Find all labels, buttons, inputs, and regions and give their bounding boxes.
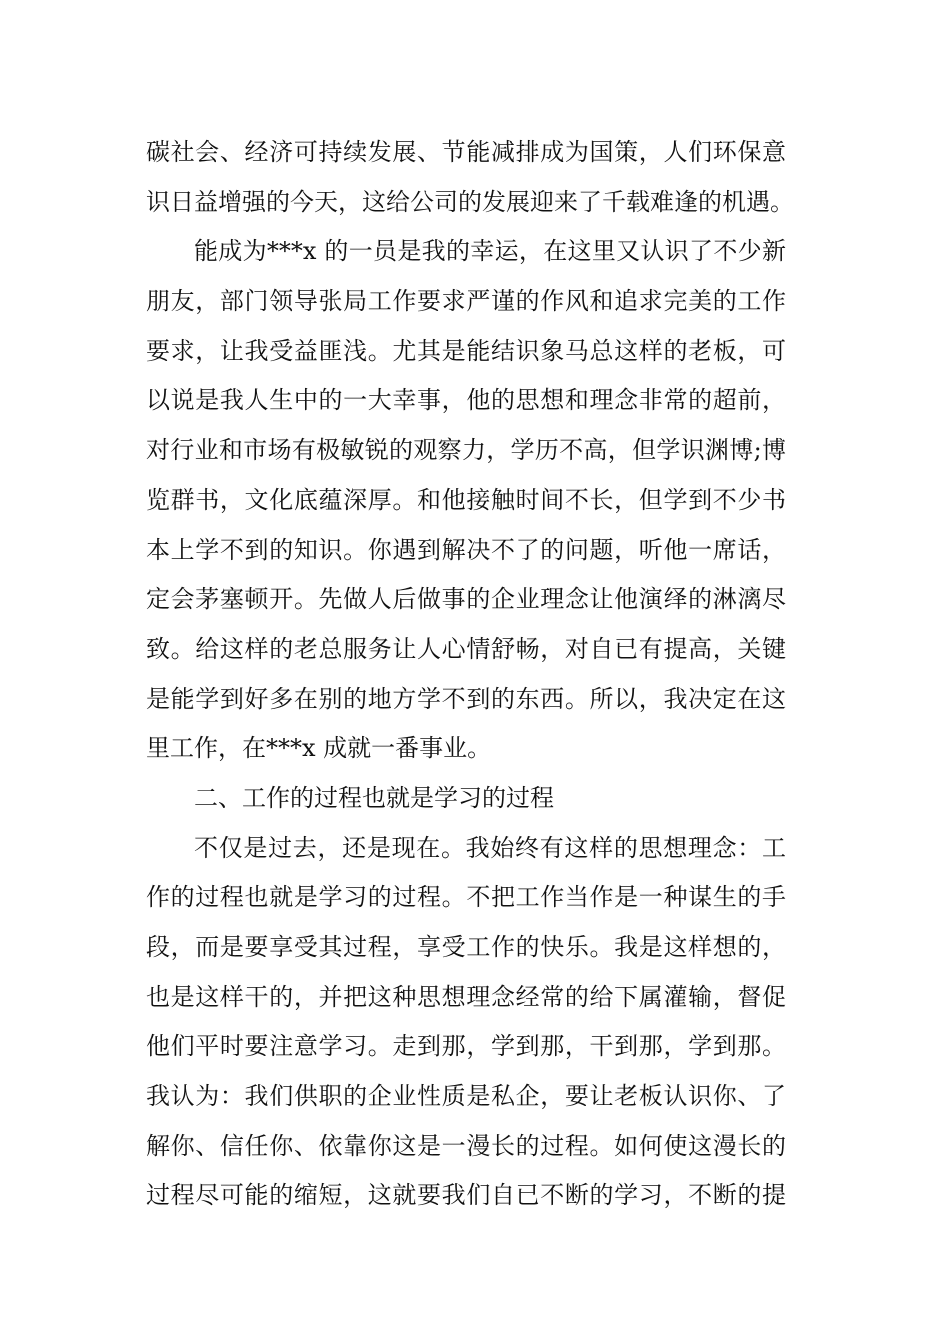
text-line: 朋友，部门领导张局工作要求严谨的作风和追求完美的工作 [146,287,786,316]
section-heading: 二、工作的过程也就是学习的过程 [194,783,554,812]
text-line: 对行业和市场有极敏锐的观察力，学历不高，但学识渊博;博 [146,436,786,465]
text-line: 碳社会、经济可持续发展、节能减排成为国策，人们环保意 [146,138,786,166]
text-line: 也是这样干的，并把这种思想理念经常的给下属灌输，督促 [146,982,786,1011]
text-line: 致。给这样的老总服务让人心情舒畅，对自已有提高，关键 [146,634,786,663]
text-line: 解你、信任你、依靠你这是一漫长的过程。如何使这漫长的 [146,1131,786,1160]
text-line: 段，而是要享受其过程，享受工作的快乐。我是这样想的， [146,933,786,961]
text-line: 览群书，文化底蕴深厚。和他接触时间不长，但学到不少书 [146,485,786,514]
text-line: 识日益增强的今天，这给公司的发展迎来了千载难逢的机遇。 [146,187,794,216]
text-line: 过程尽可能的缩短，这就要我们自已不断的学习，不断的提 [146,1181,786,1210]
text-line: 以说是我人生中的一大幸事，他的思想和理念非常的超前， [146,386,786,415]
paragraph-first-line: 不仅是过去，还是现在。我始终有这样的思想理念：工 [194,833,786,862]
body-text [146,128,794,1221]
text-line: 定会茅塞顿开。先做人后做事的企业理念让他演绎的淋漓尽 [146,585,786,614]
text-line: 本上学不到的知识。你遇到解决不了的问题，听他一席话， [146,535,786,564]
text-line: 他们平时要注意学习。走到那，学到那，干到那，学到那。 [146,1032,786,1061]
text-line: 是能学到好多在别的地方学不到的东西。所以，我决定在这 [146,684,786,713]
paragraph-last-line: 里工作，在***x 成就一番事业。 [146,734,492,763]
text-line: 作的过程也就是学习的过程。不把工作当作是一种谋生的手 [146,883,786,912]
text-line: 我认为：我们供职的企业性质是私企，要让老板认识你、了 [146,1082,786,1111]
paragraph-first-line: 能成为***x 的一员是我的幸运，在这里又认识了不少新 [194,237,786,266]
text-line: 要求，让我受益匪浅。尤其是能结识象马总这样的老板，可 [146,336,786,365]
